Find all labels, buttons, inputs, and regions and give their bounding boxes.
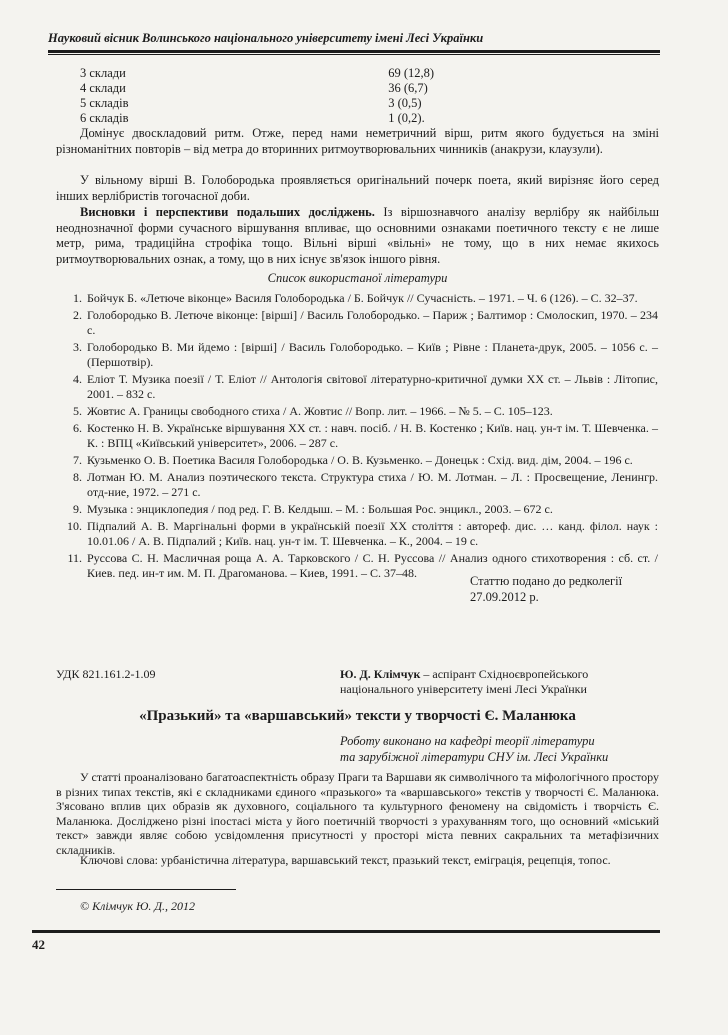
- author-description: – аспірант Східноєвропейського національного університету імені Лесі Українки: [340, 667, 589, 696]
- paragraph-poet: У вільному вірші В. Голобородька проявляється оригінальний почерк поета, який вирізняє його серед інших верлібристів тогочасної доби.: [56, 173, 659, 203]
- reference-number: 4.: [73, 372, 82, 386]
- syllable-label: 6 складів: [80, 111, 129, 125]
- syllable-value: 3 (0,5): [388, 96, 422, 110]
- copyright-footnote: © Клімчук Ю. Д., 2012: [80, 899, 195, 913]
- reference-text: Костенко Н. В. Українське віршування XX ст. : навч. посіб. / Н. В. Костенко ; Київ. нац. ун-т ім. Т. Шевченка. – К. : ВПЦ «Київський університет», 2006. – 287 с.: [87, 421, 658, 450]
- references-title: Список використаної літератури: [267, 271, 448, 285]
- conclusions-text: Із віршознавчого аналізу верлібру як найбільш неоднозначної форми сучасного віршування впливає, що основними ознаками поетичного тексту є не лише метр, рима, традиційна строфіка тощо. Вільні вірші «вільні» не тому, що в них немає якихось ритмоутворювальних ознак, а тому, що в них існує зв'язок іншого рівня.: [56, 205, 659, 266]
- reference-item: [58, 519, 658, 549]
- reference-number: 2.: [73, 308, 82, 322]
- reference-number: 1.: [73, 291, 82, 305]
- article-title: «Празький» та «варшавський» тексти у творчості Є. Маланюка: [139, 708, 576, 724]
- reference-number: 9.: [73, 502, 82, 516]
- reference-number: 3.: [73, 340, 82, 354]
- header-rule-thin: [48, 54, 660, 55]
- abstract: У статті проаналізовано багатоаспектність образу Праги та Варшави як символічного та міфологічного простору в різних типах текстів, які є складниками єдиного «празького» та «варшавського» текстів у творчості Є. Маланюка. З'ясовано вплив цих образів як духовного, соціального та культурного феномену на свідомість і творчість Є. Маланюка. Досліджено різні іпостасі міста у його поетичній творчості з урахуванням того, що основний «міський текст» завжди являє собою усвідомлення присутності у просторі міста певних сакральних та метафізичних складників.: [56, 770, 659, 857]
- department-note: [340, 733, 658, 765]
- department-line: та зарубіжної літератури СНУ ім. Лесі Українки: [340, 750, 609, 764]
- reference-number: 10.: [67, 519, 82, 533]
- reference-item: [58, 372, 658, 402]
- keywords: [56, 853, 659, 868]
- reference-text: Музыка : энциклопедия / под ред. Г. В. Келдыш. – М. : Большая Рос. энцикл., 2003. – 672 с.: [87, 502, 553, 516]
- reference-item: [58, 453, 658, 468]
- udk-code: УДК 821.161.2-1.09: [56, 667, 156, 681]
- footer-rule: [32, 930, 660, 933]
- author-info: [340, 667, 640, 697]
- syllable-label: 3 склади: [80, 66, 126, 80]
- reference-text: Голобородько В. Летюче віконце: [вірші] / Василь Голобородько. – Париж ; Балтимор : Смолоскип, 1970. – 234 с.: [87, 308, 658, 337]
- reference-text: Лотман Ю. М. Анализ поэтического текста. Структура стиха / Ю. М. Лотман. – Л. : Просвещение, Ленингр. отд-ние, 1972. – 271 с.: [87, 470, 658, 499]
- reference-text: Еліот Т. Музика поезії / Т. Еліот // Антологія світової літературно-критичної думки XX ст. – Львів : Літопис, 2001. – 832 с.: [87, 372, 658, 401]
- reference-number: 11.: [67, 551, 82, 565]
- reference-number: 8.: [73, 470, 82, 484]
- syllable-value: 69 (12,8): [388, 66, 435, 80]
- reference-item: [58, 340, 658, 370]
- paragraph-rhythm: Домінує двоскладовий ритм. Отже, перед нами неметричний вірш, ритм якого будується на зміні різноманітних повторів – від метра до вторинних ритмоутворювальних чинників (анакрузи, клаузули).: [56, 126, 659, 156]
- syllable-value: 1 (0,2).: [388, 111, 425, 125]
- reference-item: [58, 502, 658, 517]
- syllable-row: [80, 96, 480, 111]
- reference-text: Підпалий А. В. Маргінальні форми в українській поезії XX століття : автореф. дис. … канд. філол. наук : 10.01.06 / А. В. Підпалий ; Київ. нац. ун-т ім. Т. Шевченка. – К., 2004. – 19 с.: [87, 519, 658, 548]
- syllable-table: [80, 66, 480, 126]
- syllable-row: [80, 66, 480, 81]
- keywords-text: урбаністична література, варшавський текст, празький текст, еміграція, рецепція, топос.: [158, 853, 611, 867]
- reference-text: Руссова С. Н. Масличная роща А. А. Тарковского / С. Н. Руссова // Анализ одного стихотворения : сб. ст. / Киев. пед. ин-т им. М. П. Драгоманова. – Киев, 1991. – С. 37–48.: [87, 551, 658, 580]
- reference-item: [58, 308, 658, 338]
- received-note: [470, 573, 622, 605]
- reference-item: [58, 404, 658, 419]
- reference-number: 5.: [73, 404, 82, 418]
- keywords-label: Ключові слова:: [80, 853, 159, 867]
- reference-text: Голобородько В. Ми йдемо : [вірші] / Василь Голобородько. – Київ ; Рівне : Планета-друк, 2005. – 1056 с. – (Першотвір).: [87, 340, 658, 369]
- author-name: Ю. Д. Клімчук: [340, 667, 421, 681]
- reference-item: [58, 291, 658, 306]
- header-rule: [48, 50, 660, 53]
- reference-item: [58, 421, 658, 451]
- received-date: 27.09.2012 р.: [470, 590, 539, 604]
- department-line: Роботу виконано на кафедрі теорії літератури: [340, 734, 595, 748]
- reference-item: [58, 470, 658, 500]
- syllable-label: 5 складів: [80, 96, 129, 110]
- page-number: 42: [32, 937, 45, 952]
- syllable-row: [80, 81, 480, 96]
- syllable-value: 36 (6,7): [388, 81, 428, 95]
- received-label: Статтю подано до редколегії: [470, 574, 623, 588]
- references-list: [58, 291, 658, 583]
- reference-number: 7.: [73, 453, 82, 467]
- reference-text: Жовтис А. Границы свободного стиха / А. Жовтис // Вопр. лит. – 1966. – № 5. – С. 105–123.: [87, 404, 553, 418]
- reference-text: Бойчук Б. «Летюче віконце» Василя Голобородька / Б. Бойчук // Сучасність. – 1971. – Ч. 6 (126). – С. 32–37.: [87, 291, 638, 305]
- paragraph-conclusions: [56, 205, 659, 267]
- reference-number: 6.: [73, 421, 82, 435]
- footnote-rule: [56, 889, 236, 890]
- syllable-row: [80, 111, 480, 126]
- syllable-label: 4 склади: [80, 81, 126, 95]
- journal-header: Науковий вісник Волинського національного університету імені Лесі Українки: [48, 31, 484, 45]
- conclusions-heading: Висновки і перспективи подальших досліджень.: [80, 205, 375, 219]
- reference-text: Кузьменко О. В. Поетика Василя Голобородька / О. В. Кузьменко. – Донецьк : Схід. вид. дім, 2004. – 196 с.: [87, 453, 633, 467]
